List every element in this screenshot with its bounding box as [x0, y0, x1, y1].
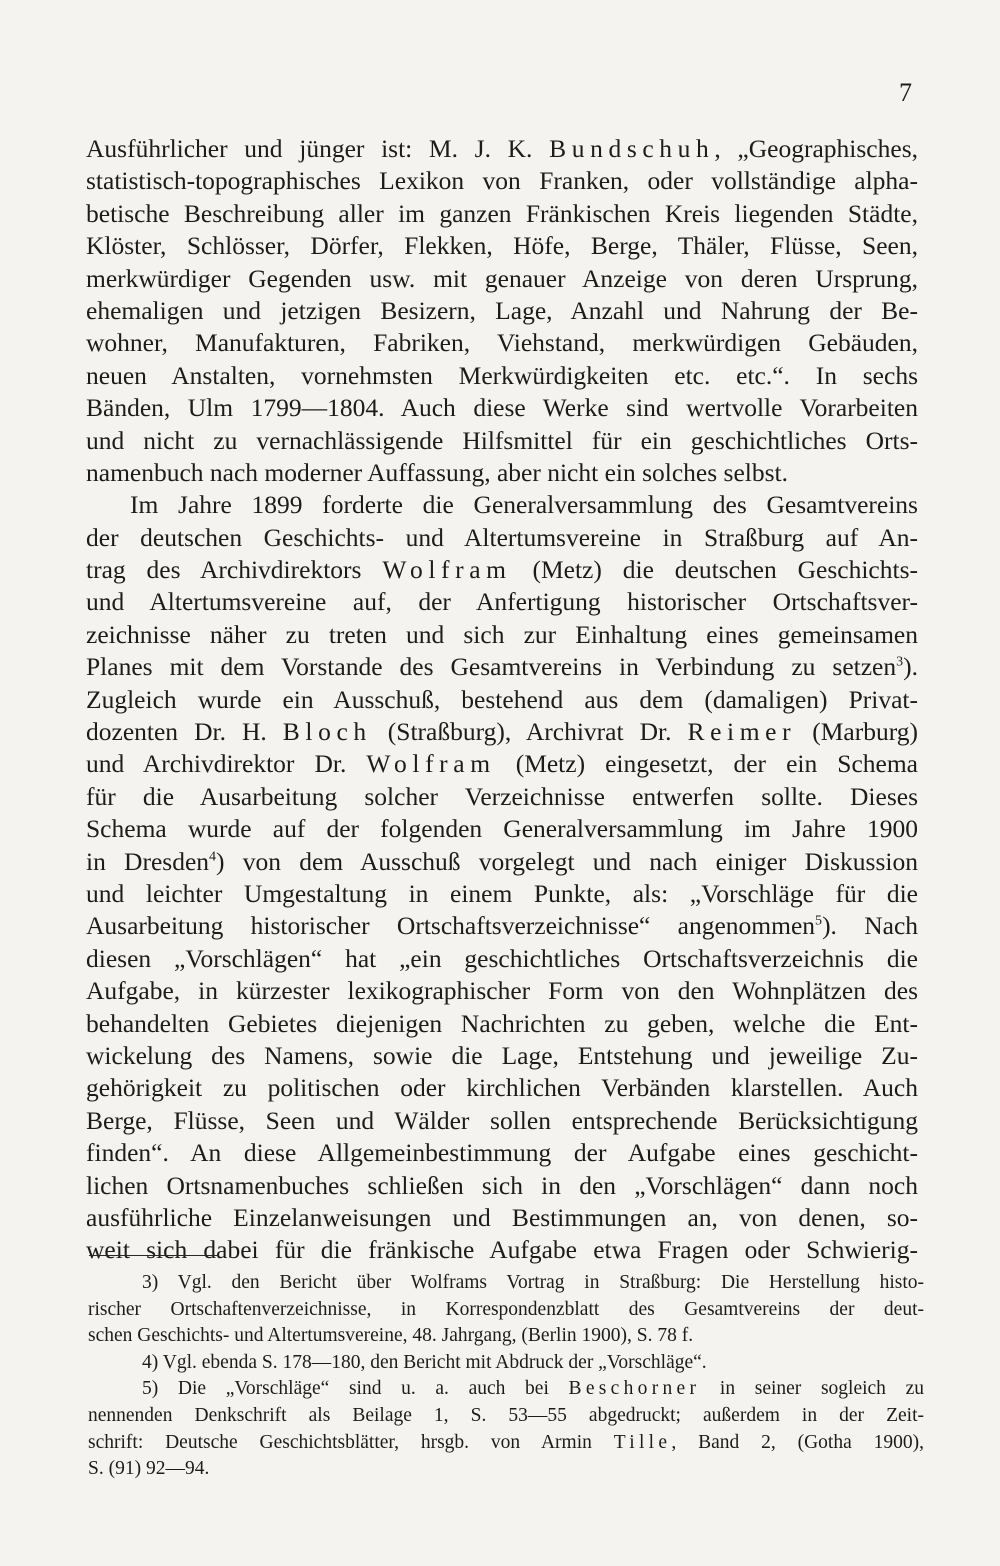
text-line: für die Ausarbeitung solcher Verzeichnisse entwerfen sollte. Dieses — [86, 781, 918, 811]
text-line: Im Jahre 1899 forderte die Generalversammlung des Gesamtvereins — [130, 490, 918, 520]
footnote-line: 5) Die „Vorschläge“ sind u. a. auch bei Beschorner in seiner sogleich zu — [142, 1378, 924, 1400]
footnote-marker: 4 — [209, 849, 217, 865]
page-number: 7 — [899, 78, 912, 107]
text-line: und Archivdirektor Dr. Wolfram (Metz) eingesetzt, der ein Schema — [86, 749, 918, 779]
text-line: lichen Ortsnamenbuches schließen sich in den „Vorschlägen“ dann noch — [86, 1170, 918, 1200]
footnote-line: schrift: Deutsche Geschichtsblätter, hrsgb. von Armin Tille, Band 2, (Gotha 1900), — [88, 1431, 924, 1453]
text-line: Bänden, Ulm 1799—1804. Auch diese Werke sind wertvolle Vorarbeiten — [86, 393, 918, 423]
text-line: diesen „Vorschlägen“ hat „ein geschichtliches Ortschaftsverzeichnis die — [86, 943, 918, 973]
footnote-marker: 5 — [815, 913, 823, 929]
text-line: Planes mit dem Vorstande des Gesamtvereins in Verbindung zu setzen$^3$). — [86, 652, 918, 682]
text-line: Zugleich wurde ein Ausschuß, bestehend aus dem (damaligen) Privat- — [86, 684, 918, 714]
text-line: finden“. An diese Allgemeinbestimmung der Aufgabe eines geschicht- — [86, 1138, 918, 1168]
text-line: Ausführlicher und jünger ist: M. J. K. Bundschuh, „Geographisches, — [86, 134, 918, 163]
text-line: zeichnisse näher zu treten und sich zur Einhaltung eines gemeinsamen — [86, 619, 918, 649]
text-line: dozenten Dr. H. Bloch (Straßburg), Archivrat Dr. Reimer (Marburg) — [86, 717, 918, 747]
text-line: ehemaligen und jetzigen Besizern, Lage, Anzahl und Nahrung der Be- — [86, 295, 918, 325]
text-line: in Dresden$^4$) von dem Ausschuß vorgelegt und nach einiger Diskussion — [86, 846, 918, 876]
text-line: behandelten Gebietes diejenigen Nachrichten zu geben, welche die Ent- — [86, 1008, 918, 1038]
footnotes — [88, 1270, 924, 1483]
footnote-marker: 3 — [896, 654, 904, 670]
text-line: trag des Archivdirektors Wolfram (Metz) die deutschen Geschichts- — [86, 555, 918, 585]
text-line: namenbuch nach moderner Auffassung, aber nicht ein solches selbst. — [86, 457, 788, 487]
footnote-line: 3) Vgl. den Bericht über Wolframs Vortrag in Straßburg: Die Herstellung histo- — [142, 1272, 924, 1293]
text-line: betische Beschreibung aller im ganzen Fränkischen Kreis liegenden Städte, — [86, 198, 918, 228]
text-line: weit sich dabei für die fränkische Aufgabe etwa Fragen oder Schwierig- — [86, 1235, 918, 1265]
text-line: Ausarbeitung historischer Ortschaftsverzeichnisse“ angenommen$^5$). Nach — [86, 911, 919, 941]
footnote-line: S. (91) 92—94. — [88, 1458, 210, 1480]
text-line: und Altertumsvereine auf, der Anfertigung historischer Ortschaftsver- — [86, 587, 918, 617]
footnote-separator — [89, 1255, 219, 1256]
footnote-line: nennenden Denkschrift als Beilage 1, S. 53—55 abgedruckt; außerdem in der Zeit- — [88, 1404, 924, 1426]
text-line: statistisch-topographisches Lexikon von Franken, oder vollständige alpha- — [86, 166, 918, 196]
text-line: merkwürdiger Gegenden usw. mit genauer Anzeige von deren Ursprung, — [86, 263, 918, 293]
text-line: und leichter Umgestaltung in einem Punkte, als: „Vorschläge für die — [86, 878, 918, 908]
body-text — [86, 133, 918, 1267]
text-line: Aufgabe, in kürzester lexikographischer Form von den Wohnplätzen des — [86, 976, 918, 1006]
footnote-line: schen Geschichts- und Altertumsvereine, 48. Jahrgang, (Berlin 1900), S. 78 f. — [88, 1325, 694, 1347]
text-line: neuen Anstalten, vornehmsten Merkwürdigkeiten etc. etc.“. In sechs — [86, 360, 918, 390]
text-line: wohner, Manufakturen, Fabriken, Viehstand, merkwürdigen Gebäuden, — [86, 328, 918, 358]
footnote-line: rischer Ortschaftenverzeichnisse, in Korrespondenzblatt des Gesamtvereins der deut- — [88, 1298, 924, 1320]
text-line: und nicht zu vernachlässigende Hilfsmittel für ein geschichtliches Orts- — [86, 425, 918, 455]
text-line: Klöster, Schlösser, Dörfer, Flekken, Höfe, Berge, Thäler, Flüsse, Seen, — [86, 231, 918, 261]
text-line: wickelung des Namens, sowie die Lage, Entstehung und jeweilige Zu- — [86, 1040, 918, 1070]
text-line: Schema wurde auf der folgenden Generalversammlung im Jahre 1900 — [86, 814, 918, 844]
text-line: der deutschen Geschichts- und Altertumsvereine in Straßburg auf An- — [86, 522, 918, 552]
text-line: Berge, Flüsse, Seen und Wälder sollen entsprechende Berücksichtigung — [86, 1105, 918, 1135]
text-line: gehörigkeit zu politischen oder kirchlichen Verbänden klarstellen. Auch — [86, 1073, 918, 1103]
text-line: ausführliche Einzelanweisungen und Bestimmungen an, von denen, so- — [86, 1202, 918, 1232]
footnote-line: 4) Vgl. ebenda S. 178—180, den Bericht mit Abdruck der „Vorschläge“. — [142, 1351, 707, 1373]
